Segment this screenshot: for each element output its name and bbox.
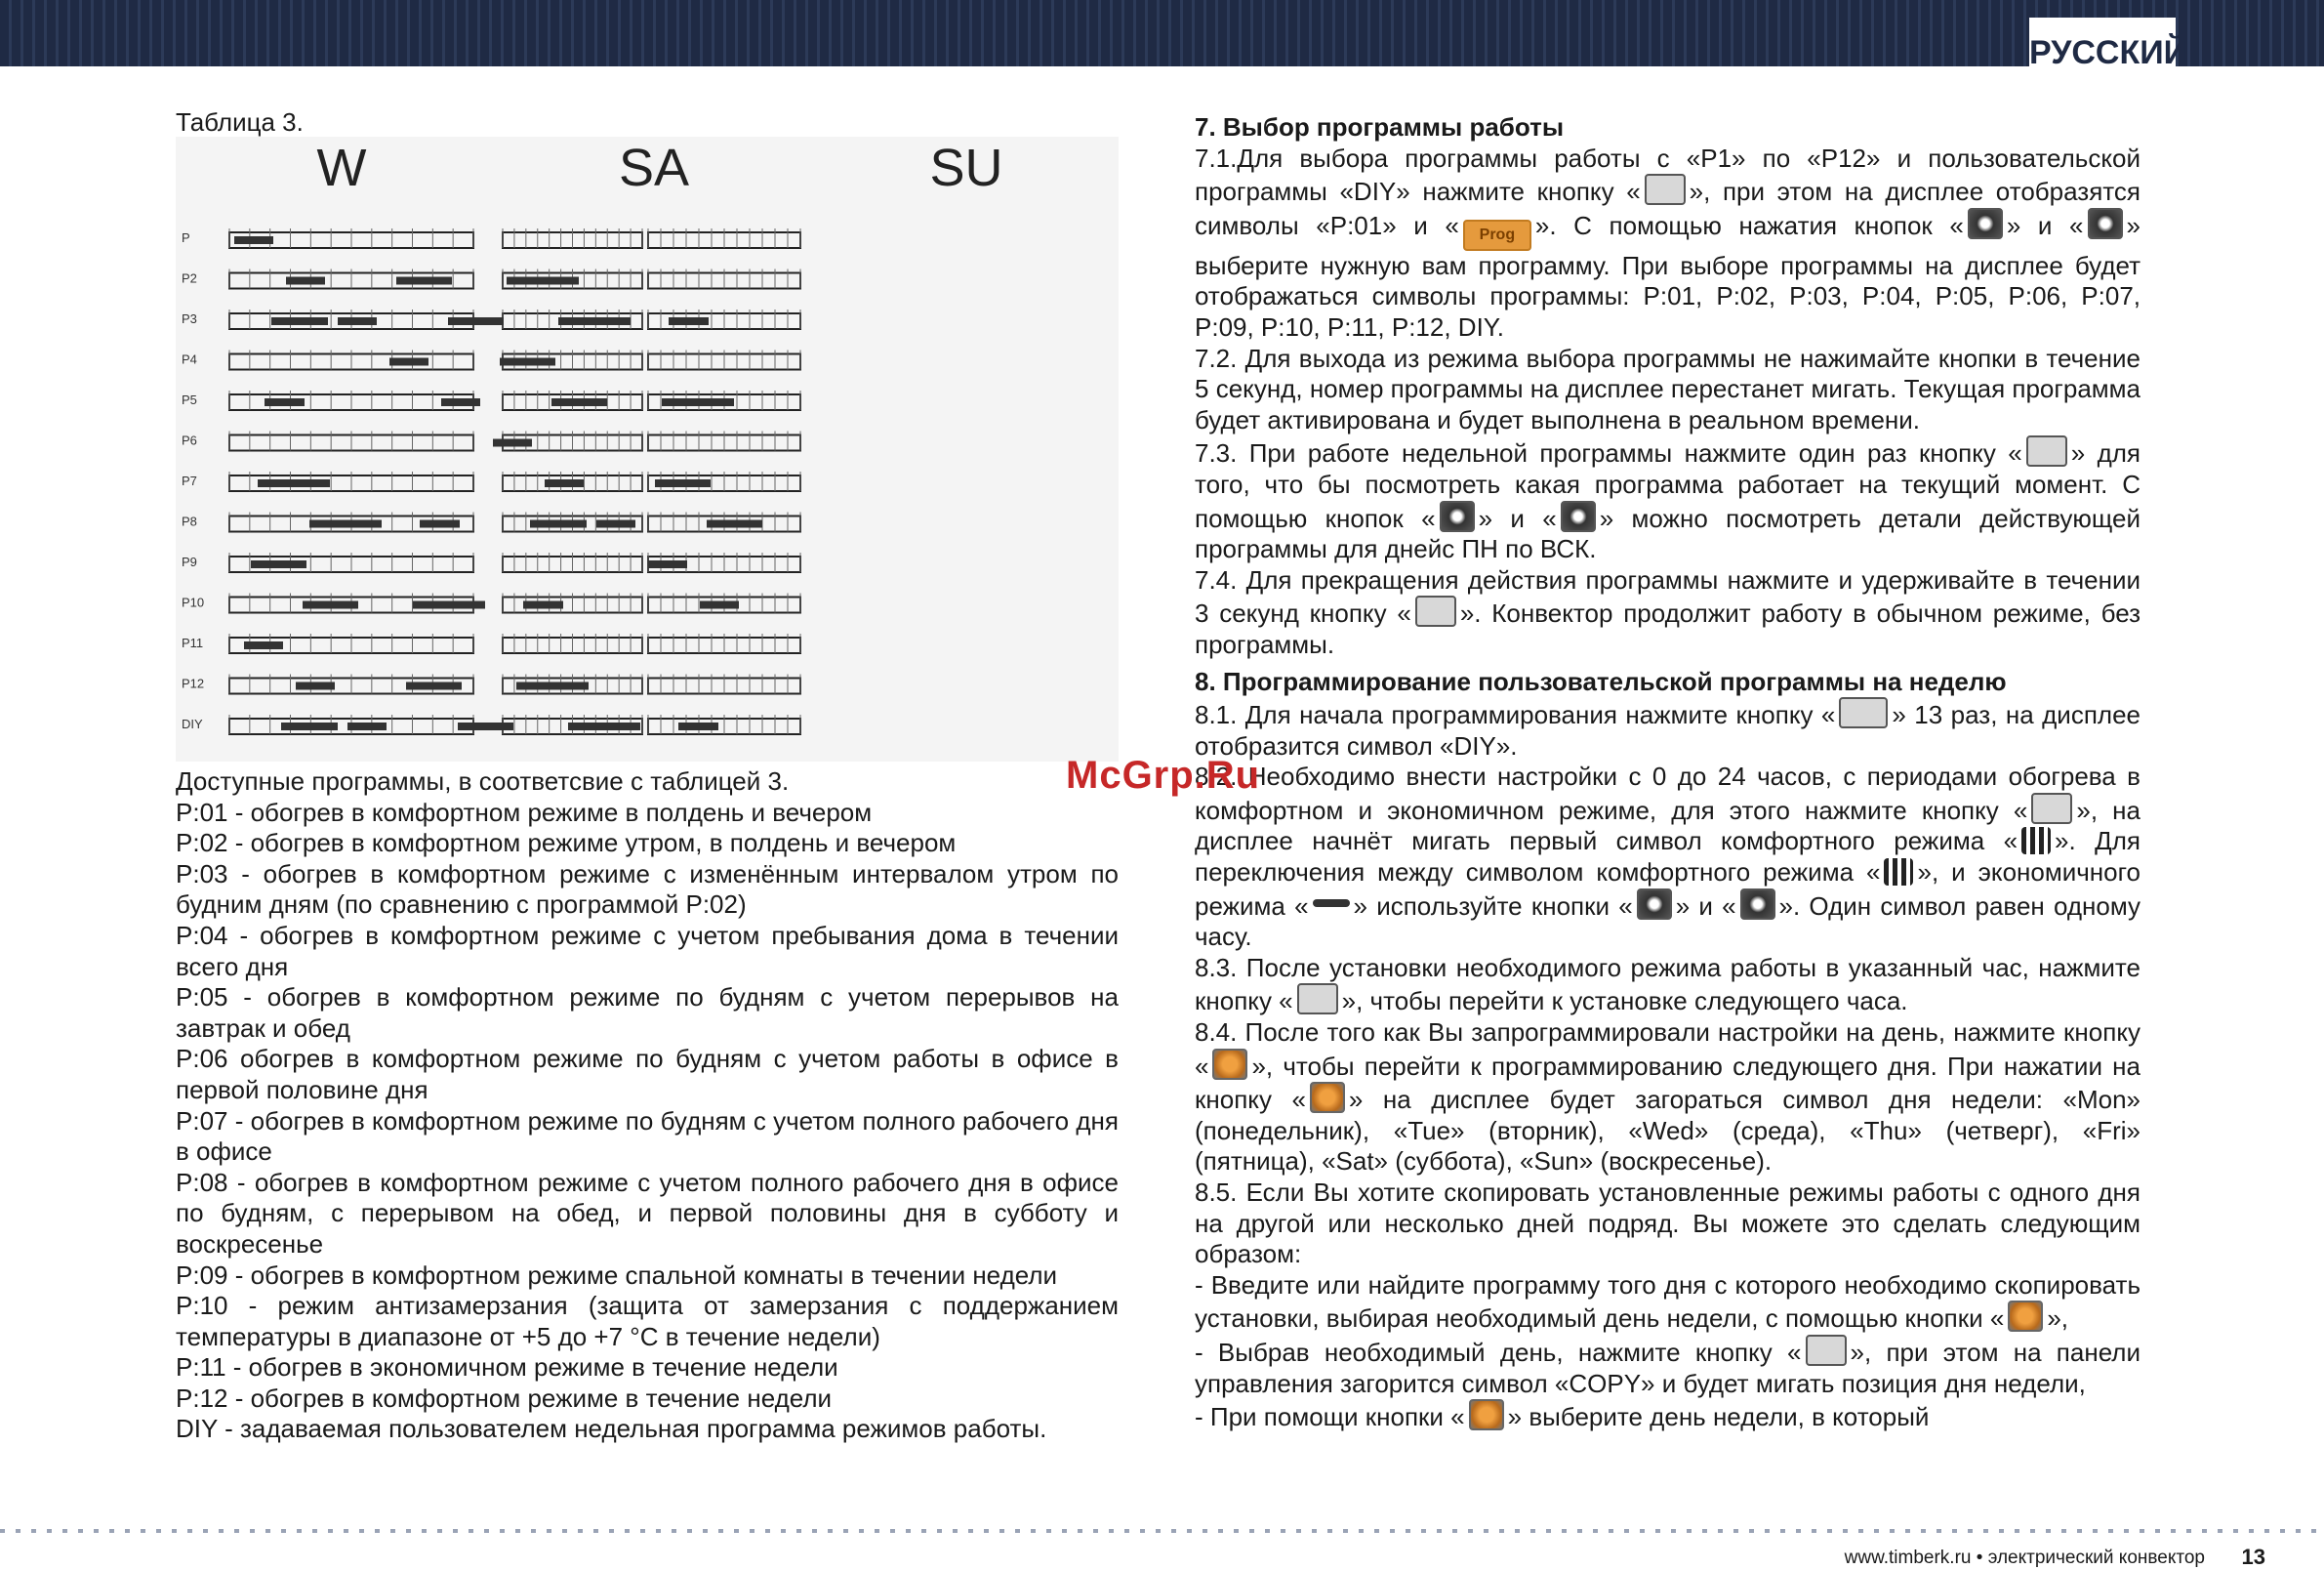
row-label: P11 (182, 636, 204, 650)
row-label: P5 (182, 392, 197, 407)
comfort-block (568, 723, 640, 730)
section-8-5-step-2: - Выбрав необходимый день, нажмите кнопку « », при этом на панели управления загорится символ «COPY» и будет мигать позиция дня недели, (1195, 1335, 2141, 1399)
header-bar (0, 0, 2324, 66)
comfort-block (265, 398, 305, 406)
row-label: P8 (182, 514, 197, 529)
menu-button-icon (1415, 596, 1456, 627)
comfort-block (251, 560, 306, 568)
row-label: DIY (182, 717, 203, 731)
day-header: SA (618, 139, 690, 197)
comfort-block (500, 358, 555, 366)
row-label: P9 (182, 555, 197, 569)
program-item: P:01 - обогрев в комфортном режиме в полдень и вечером (176, 797, 873, 827)
menu-button-icon (1839, 697, 1888, 728)
comfort-block (700, 601, 739, 609)
comfort-block (234, 236, 273, 244)
section-8-5-step-1: - Введите или найдите программу того дня с которого необходимо скопировать установки, выбирая необходимый день недели, с помощью кнопки « », (1195, 1269, 2141, 1334)
program-item: DIY - задаваемая пользователем недельная программа режимов работы. (176, 1414, 1047, 1444)
program-item: P:05 - обогрев в комфортном режиме по будням с учетом перерывов на завтрак и обед (176, 982, 1119, 1043)
up-button-icon (1968, 208, 2003, 239)
program-item: P:10 - режим антизамерзания (защита от замерзания с поддержанием температуры в диапазоне от +5 до +7 °С в течение недели) (176, 1291, 1119, 1351)
comfort-block (545, 479, 584, 487)
day-button-icon (1212, 1049, 1247, 1080)
section-8-5: 8.5. Если Вы хотите скопировать установленные режимы работы с одного дня на другой или несколько дней подряд. Вы можете это сделать следующим образом: (1195, 1178, 2141, 1269)
row-label: P12 (182, 676, 205, 691)
day-header: SU (929, 139, 1003, 197)
copy-button-icon (1806, 1335, 1847, 1366)
comfort-block (420, 520, 460, 528)
program-item: P:11 - обогрев в экономичном режиме в течение недели (176, 1352, 838, 1383)
program-table (176, 137, 1119, 762)
section-8-4: 8.4. После того как Вы запрограммировали настройки на день, нажмите кнопку « », чтобы перейти к программированию следующего дня. При нажатии на кнопку « » на дисплее будет загораться символ дня недели: «Mon» (понедельник), «Tue» (вторник), «Wed» (среда), «Thu» (четверг), «Fri» (пятница), «Sat» (суббота), «Sun» (воскресенье). (1195, 1017, 2141, 1177)
program-item: P:07 - обогрев в комфортном режиме по будням с учетом полного рабочего дня в офисе (176, 1105, 1119, 1167)
program-item: P:12 - обогрев в комфортном режиме в течение недели (176, 1383, 833, 1413)
comfort-block (662, 398, 734, 406)
footer-text: www.timberk.ru • электрический конвектор (1844, 1548, 2205, 1568)
program-item: P:06 обогрев в комфортном режиме по будням с учетом работы в офисе в первой половине дня (176, 1044, 1119, 1104)
comfort-block (244, 641, 283, 649)
comfort-block (507, 277, 579, 285)
comfort-block (707, 520, 762, 528)
section-7-1: 7.1.Для выбора программы работы с «P1» по «P12» и пользовательской программы «DIY» нажмите кнопку « », при этом на дисплее отобразятся символы «P:01» и « Prog ». С помощью нажатия кнопок « » и « » выберите нужную вам программу. При выборе программы на дисплее будет отображаться символы программы: P:01, P:02, P:03, P:04, P:05, P:06, P:07, P:09, P:10, P:11, P:12, DIY. (1195, 143, 2141, 342)
comfort-block (493, 439, 532, 447)
comfort-block (448, 317, 504, 325)
comfort-block (523, 601, 563, 609)
section-7-4: 7.4. Для прекращения действия программы нажмите и удерживайте в течении 3 секунд кнопку « ». Конвектор продолжит работу в обычном режиме, без программы. (1195, 564, 2141, 659)
program-item: P:03 - обогрев в комфортном режиме с изменённым интервалом утром по будним дням (по сравнению с программой P:02) (176, 858, 1119, 920)
timer-button-icon (2031, 793, 2072, 824)
comfort-block (296, 682, 335, 690)
comfort-block (558, 317, 631, 325)
comfort-block (309, 520, 382, 528)
program-item: P:04 - обогрев в комфортном режиме с учетом пребывания дома в течении всего дня (176, 920, 1119, 981)
program-item: P:08 - обогрев в комфортном режиме с учетом полного рабочего дня в офисе по будням, с перерывом на обед, и первой половины дня в субботу и воскресенье (176, 1167, 1119, 1259)
comfort-block (516, 682, 589, 690)
row-label: P6 (182, 433, 197, 448)
comfort-block (530, 520, 587, 528)
up-button-icon (1740, 888, 1775, 920)
comfort-block (669, 317, 709, 325)
row-label: P7 (182, 474, 197, 488)
section-8-5-step-3: - При помощи кнопки « » выберите день недели, в который (1195, 1399, 2141, 1433)
section-8-1: 8.1. Для начала программирования нажмите кнопку « » 13 раз, на дисплее отобразится символ «DIY». (1195, 697, 2141, 762)
right-column (1195, 112, 2141, 1433)
programs-intro: Доступные программы, в соответсвие с таблицей 3. (176, 766, 790, 796)
row-label: P (182, 230, 190, 245)
comfort-block (286, 277, 325, 285)
program-item: P:02 - обогрев в комфортном режиме утром, в полдень и вечером (176, 828, 957, 858)
language-label: РУССКИЙ (2029, 18, 2176, 84)
comfort-block (347, 723, 387, 730)
prog-indicator-icon: Prog (1463, 220, 1531, 251)
row-label: P3 (182, 311, 197, 326)
comfort-block (338, 317, 377, 325)
footer-divider (0, 1529, 2324, 1533)
comfort-mode-icon (1884, 858, 1913, 886)
left-column (176, 766, 1119, 1445)
day-button-icon (1310, 1082, 1345, 1113)
comfort-block (413, 601, 485, 609)
section-7-title: 7. Выбор программы работы (1195, 112, 1565, 142)
comfort-block (258, 479, 330, 487)
comfort-block (389, 358, 428, 366)
day-button-icon (1469, 1399, 1504, 1430)
comfort-block (551, 398, 607, 406)
eco-mode-icon (1313, 899, 1350, 907)
comfort-block (303, 601, 358, 609)
row-label: P2 (182, 270, 197, 286)
comfort-block (406, 682, 462, 690)
row-label: P4 (182, 351, 197, 367)
up-button-icon (1440, 501, 1475, 532)
page-number: 13 (2241, 1545, 2265, 1569)
section-8-2: 8.2. Необходимо внести настройки с 0 до 24 часов, с периодами обогрева в комфортном и экономичном режиме, для этого нажмите кнопку « », на дисплее начнёт мигать первый символ комфортного режима « ». Для переключения между символом комфортного режима « », и экономичного режима « » используйте кнопки « » и « ». Один символ равен одному часу. (1195, 762, 2141, 952)
comfort-block (596, 520, 635, 528)
row-label: P10 (182, 595, 205, 610)
timer-button-icon (1297, 983, 1338, 1014)
comfort-block (648, 560, 687, 568)
comfort-block (441, 398, 480, 406)
section-8-title: 8. Программирование пользовательской программы на неделю (1195, 666, 2007, 696)
menu-button-icon (2026, 435, 2067, 467)
menu-button-icon (1645, 174, 1686, 205)
section-7-3: 7.3. При работе недельной программы нажмите один раз кнопку « » для того, что бы посмотреть какая программа работает на текущий момент. С помощью кнопок « » и « » можно посмотреть детали действующей программы для днейс ПН по ВСК. (1195, 435, 2141, 564)
comfort-block (281, 723, 338, 730)
watermark: McGrp.Ru (1066, 754, 1261, 797)
section-8-3: 8.3. После установки необходимого режима работы в указанный час, нажмите кнопку « », чтобы перейти к установке следующего часа. (1195, 952, 2141, 1016)
down-button-icon (1561, 501, 1596, 532)
table-title: Таблица 3. (176, 107, 304, 137)
comfort-mode-icon (2021, 827, 2051, 854)
comfort-block (655, 479, 711, 487)
program-item: P:09 - обогрев в комфортном режиме спальной комнаты в течении недели (176, 1260, 1058, 1290)
day-button-icon (2008, 1301, 2043, 1332)
down-button-icon (1637, 888, 1672, 920)
comfort-block (396, 277, 452, 285)
section-7-2: 7.2. Для выхода из режима выбора программы не нажимайте кнопки в течение 5 секунд, номер программы на дисплее перестанет мигать. Текущая программа будет активирована и будет выполнена в реальном времени. (1195, 343, 2141, 434)
down-button-icon (2088, 208, 2123, 239)
comfort-block (678, 723, 718, 730)
comfort-block (271, 317, 328, 325)
comfort-block (458, 723, 513, 730)
day-header: W (316, 139, 367, 197)
